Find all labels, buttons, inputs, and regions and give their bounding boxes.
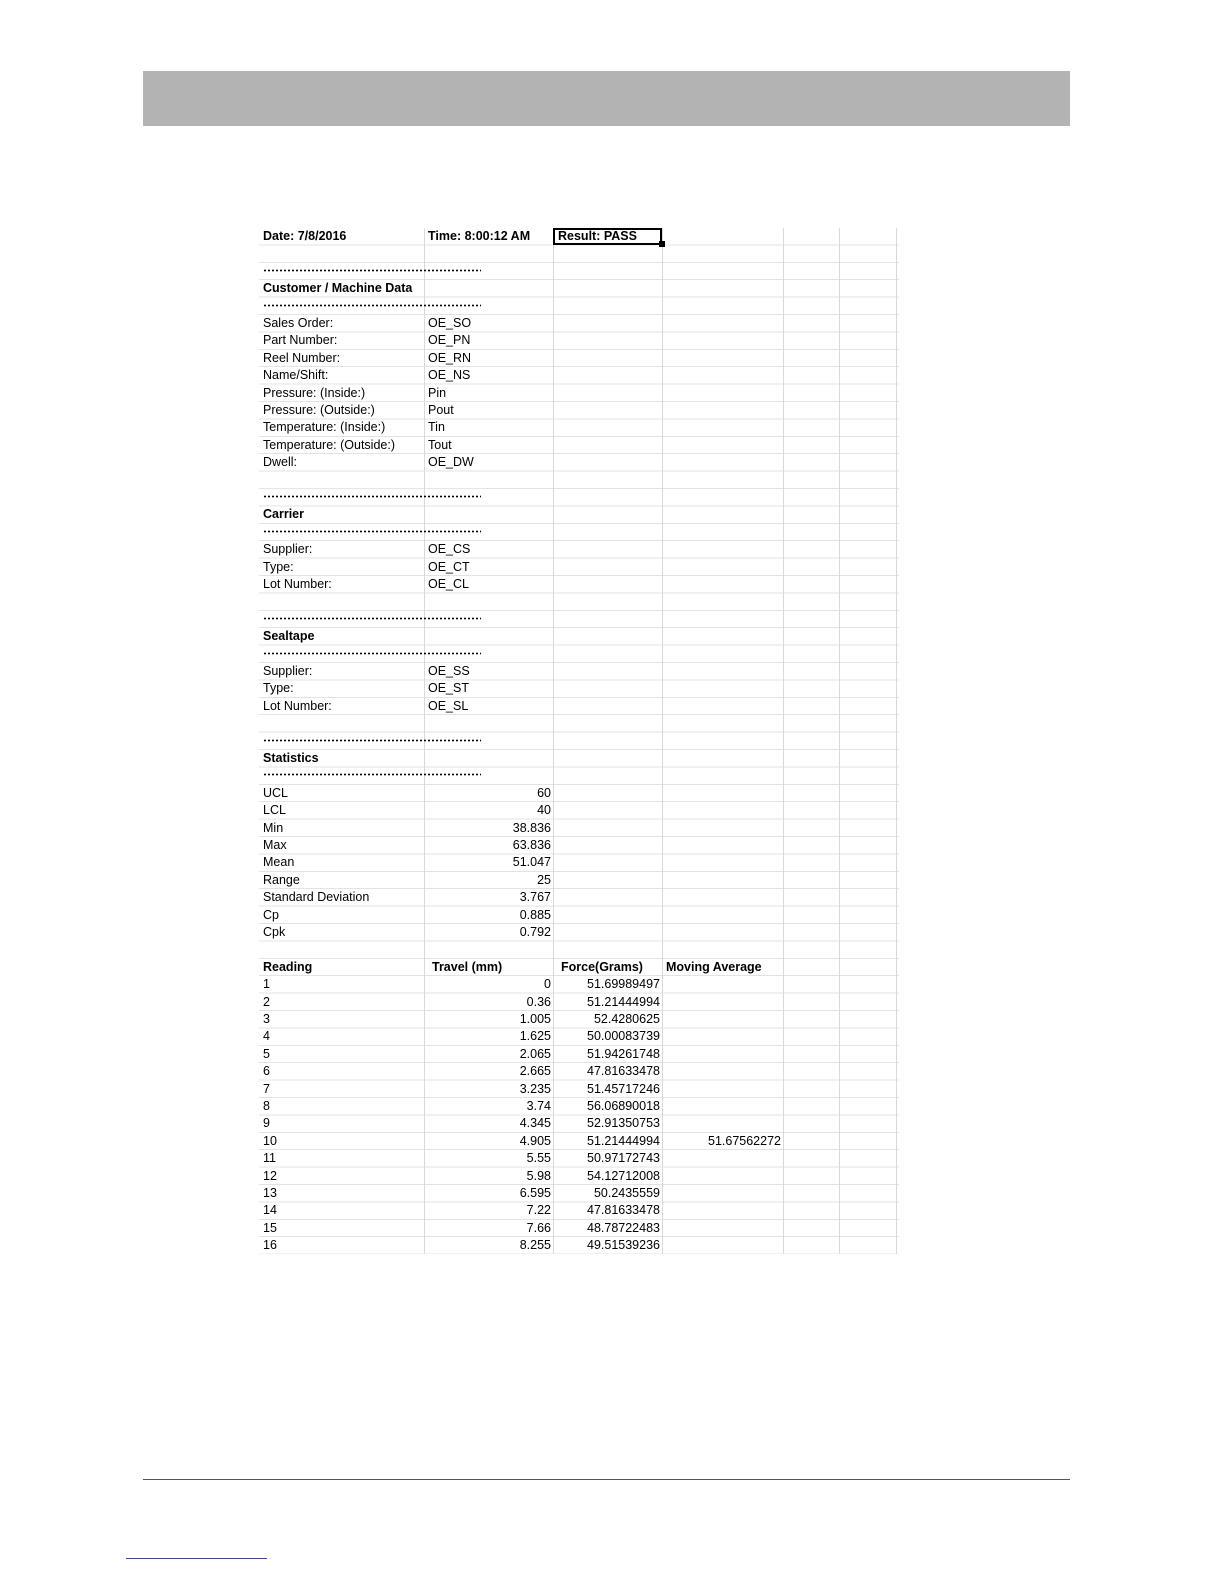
field-label: Pressure: (Outside:): [263, 403, 375, 417]
dotted-separator-row: [259, 767, 899, 784]
reading-force: 52.91350753: [587, 1116, 660, 1131]
field-label: Supplier:: [263, 542, 313, 557]
stat-label: Max: [263, 838, 287, 852]
report-time: Time: 8:00:12 AM: [428, 229, 531, 243]
reading-number: 15: [263, 1220, 277, 1235]
readings-header-row: [259, 959, 899, 976]
stat-value: 63.836: [512, 838, 551, 852]
stat-label: Min: [263, 820, 284, 835]
reading-moving-average: [663, 1098, 781, 1115]
footer-link-underline: [126, 1558, 267, 1559]
reading-number: 5: [263, 1046, 270, 1061]
reading-moving-average: [663, 1028, 781, 1045]
reading-moving-average: [663, 1237, 781, 1254]
reading-force: 49.51539236: [587, 1238, 660, 1253]
dotted-separator: [263, 739, 481, 742]
dotted-separator: [263, 652, 481, 655]
reading-moving-average: [663, 1046, 781, 1063]
field-value: OE_CS: [428, 542, 471, 557]
column-header-moving-average: Moving Average: [666, 959, 762, 974]
customer-data-row: [259, 367, 899, 384]
reading-travel: 1.625: [519, 1029, 551, 1044]
column-header-reading: Reading: [263, 959, 313, 974]
stat-value: 40: [537, 803, 551, 818]
section-title-customer: Customer / Machine Data: [263, 281, 413, 296]
field-label: Temperature: (Inside:): [263, 420, 386, 435]
customer-data-row: [259, 419, 899, 436]
reading-moving-average: [663, 1168, 781, 1185]
reading-moving-average: [663, 1150, 781, 1167]
customer-data-row: [259, 437, 899, 454]
field-label: Supplier:: [263, 664, 313, 678]
reading-row: [259, 994, 899, 1011]
footer-rule: [143, 1479, 1070, 1480]
field-label: Sales Order:: [263, 316, 334, 330]
dotted-separator: [263, 530, 481, 533]
reading-row: [259, 1028, 899, 1045]
reading-row: [259, 1168, 899, 1185]
reading-row: [259, 1150, 899, 1167]
field-value: OE_PN: [428, 333, 471, 348]
reading-travel: 8.255: [519, 1238, 551, 1253]
reading-travel: 1.005: [519, 1012, 551, 1026]
report-spreadsheet: [259, 228, 899, 1254]
statistics-row: [259, 889, 899, 906]
reading-row: [259, 1011, 899, 1028]
statistics-row: [259, 907, 899, 924]
reading-travel: 3.74: [526, 1099, 551, 1113]
reading-force: 47.81633478: [587, 1064, 660, 1079]
reading-travel: 2.065: [519, 1046, 551, 1061]
field-value: Pout: [428, 403, 454, 417]
reading-number: 11: [263, 1151, 276, 1166]
field-value: Tin: [428, 420, 445, 435]
section-title-row: [259, 750, 899, 767]
reading-force: 51.21444994: [587, 994, 660, 1009]
reading-travel: 7.66: [526, 1220, 551, 1235]
field-value: OE_SS: [428, 664, 470, 678]
dotted-separator-row: [259, 298, 899, 315]
reading-number: 3: [263, 1012, 270, 1026]
reading-moving-average: [663, 1063, 781, 1080]
field-value: OE_DW: [428, 455, 474, 470]
reading-number: 7: [263, 1081, 270, 1096]
statistics-row: [259, 802, 899, 819]
reading-force: 47.81633478: [587, 1203, 660, 1218]
reading-force: 48.78722483: [587, 1220, 660, 1235]
stat-value: 51.047: [512, 855, 551, 870]
customer-data-row: [259, 315, 899, 332]
stat-label: LCL: [263, 803, 286, 818]
reading-travel: 0.36: [526, 994, 551, 1009]
reading-row: [259, 1133, 899, 1150]
reading-row: [259, 1220, 899, 1237]
section-title-carrier: Carrier: [263, 507, 304, 522]
reading-travel: 2.665: [519, 1064, 551, 1079]
cell-fill-handle[interactable]: [659, 241, 665, 247]
reading-travel: 4.345: [519, 1116, 551, 1131]
reading-travel: 5.98: [526, 1168, 551, 1183]
stat-value: 3.767: [519, 890, 551, 905]
field-label: Type:: [263, 681, 294, 696]
dotted-separator-row: [259, 263, 899, 280]
dotted-separator-row: [259, 611, 899, 628]
field-label: Dwell:: [263, 455, 298, 470]
field-label: Part Number:: [263, 333, 338, 348]
stat-value: 38.836: [512, 820, 551, 835]
reading-row: [259, 1081, 899, 1098]
section-title-row: [259, 280, 899, 297]
reading-travel: 4.905: [519, 1133, 551, 1148]
reading-row: [259, 1202, 899, 1219]
report-date: Date: 7/8/2016: [263, 229, 347, 243]
field-label: Name/Shift:: [263, 368, 329, 383]
statistics-row: [259, 785, 899, 802]
customer-data-row: [259, 350, 899, 367]
reading-moving-average: [663, 1081, 781, 1098]
reading-moving-average: [663, 994, 781, 1011]
reading-number: 8: [263, 1099, 270, 1113]
customer-data-row: [259, 402, 899, 419]
sealtape-data-row: [259, 663, 899, 680]
reading-row: [259, 1098, 899, 1115]
stat-label: UCL: [263, 785, 289, 800]
column-header-force: Force(Grams): [561, 959, 643, 974]
statistics-row: [259, 854, 899, 871]
dotted-separator-row: [259, 524, 899, 541]
field-value: OE_CL: [428, 577, 469, 591]
reading-moving-average: [663, 1115, 781, 1132]
field-value: Tout: [428, 437, 452, 452]
stat-label: Cpk: [263, 925, 286, 939]
reading-number: 9: [263, 1116, 270, 1131]
dotted-separator-row: [259, 489, 899, 506]
reading-force: 51.45717246: [587, 1081, 660, 1096]
carrier-data-row: [259, 559, 899, 576]
section-title-sealtape: Sealtape: [263, 629, 315, 644]
reading-force: 54.12712008: [587, 1168, 660, 1183]
reading-row: [259, 976, 899, 993]
carrier-data-row: [259, 541, 899, 558]
reading-number: 16: [263, 1238, 277, 1253]
reading-moving-average: [663, 1185, 781, 1202]
dotted-separator: [263, 304, 481, 307]
statistics-row: [259, 837, 899, 854]
reading-force: 50.2435559: [593, 1186, 660, 1200]
field-label: Type:: [263, 559, 294, 574]
reading-row: [259, 1046, 899, 1063]
field-label: Temperature: (Outside:): [263, 437, 395, 452]
customer-data-row: [259, 332, 899, 349]
statistics-row: [259, 924, 899, 941]
reading-force: 50.97172743: [587, 1151, 660, 1166]
report-header-row: [259, 228, 899, 245]
reading-number: 1: [263, 977, 270, 992]
field-label: Lot Number:: [263, 577, 332, 591]
stat-label: Range: [263, 872, 300, 887]
field-value: OE_ST: [428, 681, 469, 696]
field-label: Lot Number:: [263, 698, 332, 713]
reading-row: [259, 1185, 899, 1202]
field-value: OE_NS: [428, 368, 471, 383]
reading-row: [259, 1115, 899, 1132]
customer-data-row: [259, 385, 899, 402]
reading-row: [259, 1063, 899, 1080]
reading-force: 51.69989497: [587, 977, 660, 992]
reading-travel: 6.595: [519, 1186, 551, 1200]
reading-moving-average: [663, 1011, 781, 1028]
reading-moving-average: [663, 1202, 781, 1219]
reading-number: 2: [263, 994, 270, 1009]
field-value: OE_SL: [428, 698, 469, 713]
reading-number: 13: [263, 1186, 277, 1200]
dotted-separator: [263, 495, 481, 498]
customer-data-row: [259, 454, 899, 471]
reading-moving-average: 51.67562272: [708, 1133, 781, 1148]
field-label: Pressure: (Inside:): [263, 385, 366, 400]
field-value: Pin: [428, 385, 447, 400]
dotted-separator-row: [259, 733, 899, 750]
reading-number: 12: [263, 1168, 277, 1183]
reading-force: 51.21444994: [587, 1133, 660, 1148]
result-cell[interactable]: Result: PASS: [553, 228, 662, 245]
reading-force: 50.00083739: [587, 1029, 660, 1044]
stat-value: 0.792: [519, 925, 551, 939]
dotted-separator: [263, 269, 481, 272]
dotted-separator: [263, 617, 481, 620]
stat-value: 60: [537, 785, 551, 800]
reading-travel: 0: [544, 977, 551, 992]
reading-travel: 5.55: [526, 1151, 551, 1166]
reading-force: 56.06890018: [587, 1099, 660, 1113]
dotted-separator-row: [259, 646, 899, 663]
column-header-travel: Travel (mm): [432, 959, 503, 974]
reading-travel: 7.22: [526, 1203, 551, 1218]
reading-force: 51.94261748: [587, 1046, 660, 1061]
carrier-data-row: [259, 576, 899, 593]
reading-number: 10: [263, 1133, 277, 1148]
reading-moving-average: [663, 976, 781, 993]
field-value: OE_RN: [428, 350, 472, 365]
stat-label: Standard Deviation: [263, 890, 370, 905]
reading-travel: 3.235: [519, 1081, 551, 1096]
section-title-statistics: Statistics: [263, 751, 319, 765]
section-title-row: [259, 506, 899, 523]
reading-number: 6: [263, 1064, 270, 1079]
stat-value: 25: [537, 872, 551, 887]
section-title-row: [259, 628, 899, 645]
stat-value: 0.885: [519, 907, 551, 922]
reading-number: 4: [263, 1029, 270, 1044]
reading-force: 52.4280625: [593, 1012, 660, 1026]
reading-number: 14: [263, 1203, 277, 1218]
page-header-bar: [143, 71, 1070, 126]
statistics-row: [259, 820, 899, 837]
field-value: OE_SO: [428, 316, 472, 330]
field-label: Reel Number:: [263, 350, 341, 365]
reading-row: [259, 1237, 899, 1254]
stat-label: Mean: [263, 855, 295, 870]
sealtape-data-row: [259, 680, 899, 697]
dotted-separator: [263, 773, 481, 776]
reading-moving-average: [663, 1220, 781, 1237]
field-value: OE_CT: [428, 559, 470, 574]
stat-label: Cp: [263, 907, 279, 922]
sealtape-data-row: [259, 698, 899, 715]
statistics-row: [259, 872, 899, 889]
